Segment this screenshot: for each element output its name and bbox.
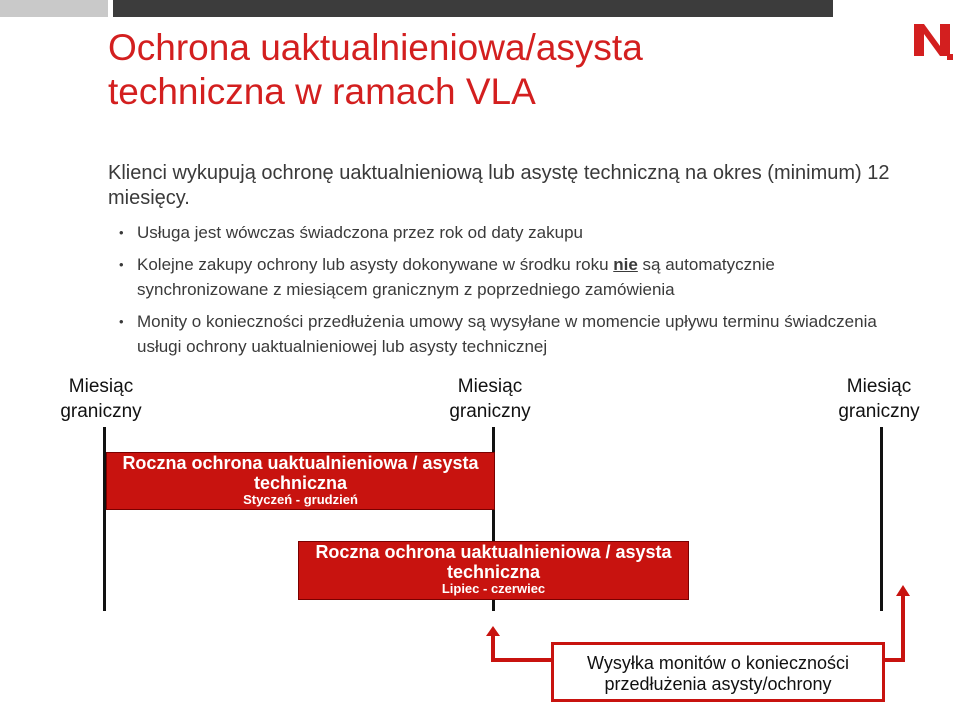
- period-bar-range: Styczeń - grudzień: [243, 492, 358, 507]
- bullet-dot: •: [119, 314, 124, 329]
- bullet-dot: •: [119, 225, 124, 240]
- boundary-month-label-3: Miesiąc graniczny: [838, 376, 920, 422]
- slide-title: Ochrona uaktualnieniowa/asysta techniczna w ramach VLA: [108, 27, 643, 112]
- bullet-text: Usługa jest wówczas świadczona przez rok od daty zakupu: [137, 223, 583, 242]
- intro-text: Klienci wykupują ochronę uaktualnieniową lub asystę techniczną na okres (minimum) 12 miesięcy.: [108, 162, 890, 209]
- renewal-notice-callout: Wysyłka monitów o konieczności przedłużenia asysty/ochrony: [551, 642, 885, 702]
- period-bar-title: Roczna ochrona uaktualnieniowa / asysta techniczna: [122, 453, 479, 493]
- bullet-text: Kolejne zakupy ochrony lub asysty dokonywane w środku roku: [137, 255, 614, 274]
- bullet-dot: •: [119, 257, 124, 272]
- period-bar-range: Lipiec - czerwiec: [441, 581, 546, 596]
- bullet-text: Monity o konieczności przedłużenia umowy są wysyłane w momencie upływu terminu świadczenia usługi ochrony uaktualnieniowej lub asysty technicznej: [137, 312, 877, 356]
- period-bar-title: Roczna ochrona uaktualnieniowa / asysta techniczna: [315, 542, 672, 582]
- boundary-month-label-1: Miesiąc graniczny: [60, 376, 142, 422]
- boundary-month-label-2: Miesiąc graniczny: [449, 376, 531, 422]
- bullet-text: są automatycznie synchronizowane z miesiącem granicznym z poprzedniego zamówienia: [137, 255, 775, 299]
- bullet-emphasis: nie: [613, 255, 638, 274]
